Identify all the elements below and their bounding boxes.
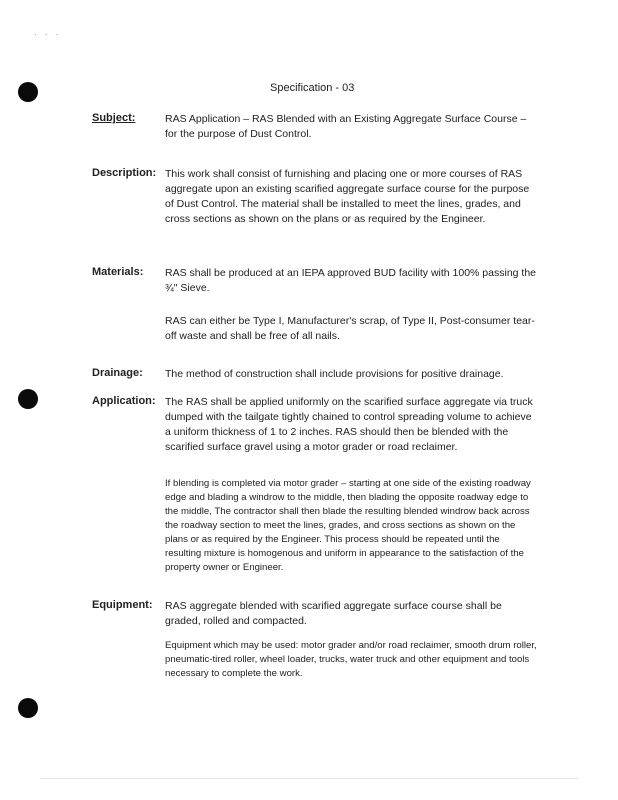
drainage-text [165, 367, 537, 382]
equipment-text [165, 599, 537, 629]
application-label: Application: [92, 395, 156, 407]
punch-hole-top [18, 82, 38, 102]
subject-text [165, 112, 537, 142]
description-text [165, 167, 537, 227]
subject-label: Subject: [92, 112, 136, 124]
materials-paragraph-1: RAS shall be produced at an IEPA approved BUD facility with 100% passing the ¾" Sieve. [165, 267, 537, 294]
equipment-paragraph-2: Equipment which may be used: motor grader and/or road reclaimer, smooth drum roller, pneumatic-tired roller, wheel loader, trucks, water truck and other equipment and tools necessary to complete the work. [165, 640, 537, 679]
materials-paragraph-2: RAS can either be Type I, Manufacturer's scrap, of Type II, Post-consumer tear-off waste and shall be free of all nails. [165, 315, 535, 342]
materials-text [165, 266, 537, 344]
application-text [165, 395, 537, 455]
punch-hole-middle [18, 389, 38, 409]
scan-specks: · · · [34, 30, 62, 39]
description-label: Description: [92, 167, 157, 179]
description-paragraph: This work shall consist of furnishing and placing one or more courses of RAS aggregate upon an existing scarified aggregate surface course for the purpose of Dust Control. The material shall be installed to meet the lines, grades, and cross sections as shown on the plans or as required by the Engineer. [165, 168, 530, 225]
punch-hole-bottom [18, 698, 38, 718]
equipment-label: Equipment: [92, 599, 153, 611]
scan-line [40, 778, 578, 779]
drainage-label: Drainage: [92, 367, 143, 379]
application-text-2 [165, 477, 537, 575]
application-paragraph-1: The RAS shall be applied uniformly on the scarified surface aggregate via truck dumped with the tailgate tightly chained to control spreading volume to achieve a uniform thickness of 1 to 2 inches. RAS should then be blended with the scarified surface gravel using a motor grader or road reclaimer. [165, 396, 533, 453]
drainage-paragraph: The method of construction shall include provisions for positive drainage. [165, 368, 504, 380]
application-paragraph-2: If blending is completed via motor grader – starting at one side of the existing roadway edge and blading a windrow to the middle, then blading the opposite roadway edge to the middle, The contractor shall then blade the resulting blended windrow back across the roadway section to meet the lines, grades, and cross sections as shown on the plans or as required by the Engineer. This process should be repeated until the resulting mixture is homogenous and uniform in appearance to the satisfaction of the property owner or Engineer. [165, 478, 531, 573]
equipment-text-2 [165, 639, 537, 681]
subject-paragraph: RAS Application – RAS Blended with an Existing Aggregate Surface Course – for the purpose of Dust Control. [165, 113, 527, 140]
page-title: Specification - 03 [270, 82, 355, 94]
equipment-paragraph-1: RAS aggregate blended with scarified aggregate surface course shall be graded, rolled and compacted. [165, 600, 502, 627]
materials-label: Materials: [92, 266, 144, 278]
